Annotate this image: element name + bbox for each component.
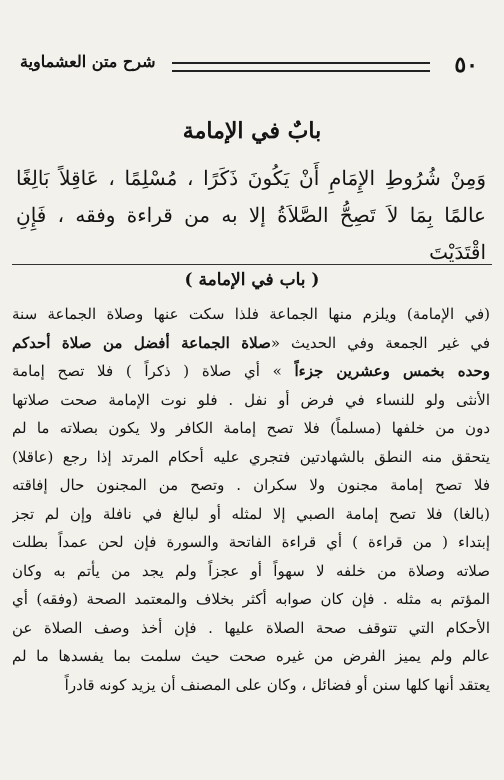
commentary-line bbox=[12, 671, 490, 700]
commentary-text: الأنثى ولو للنساء في فرض أو نفل . فلو نوت الإمامة صحت صلاتها bbox=[12, 390, 490, 409]
header-rule bbox=[172, 62, 430, 72]
commentary-line bbox=[12, 557, 490, 586]
commentary-line bbox=[12, 329, 490, 358]
commentary-text: فلا تصح إمامة مجنون ولا سكران . وتصح من المجنون حال إفاقته bbox=[12, 476, 490, 494]
commentary-line bbox=[12, 300, 490, 329]
commentary-line bbox=[12, 386, 490, 415]
commentary-text: المؤتم به مثله . فإن كان صوابه أكثر بخلاف والمعتمد الصحة (وفقه) أي bbox=[12, 590, 490, 608]
commentary-text: يتحقق منه النطق بالشهادتين فتجري عليه أحكام المرتد إذا رجع (عاقلا) bbox=[12, 447, 490, 466]
commentary-line bbox=[12, 528, 490, 557]
commentary-line bbox=[12, 414, 490, 443]
hadith-quote: وحده بخمس وعشرين جزءاً bbox=[294, 362, 490, 380]
section-heading: ( باب في الإمامة ) bbox=[184, 270, 320, 290]
commentary-line bbox=[12, 585, 490, 614]
commentary-text: (في الإمامة) ويلزم منها الجماعة فلذا سكت عنها وصلاة الجماعة سنة bbox=[12, 305, 490, 323]
commentary-text: الأحكام التي تتوقف صحة الصلاة عليها . فإن أخذ وصف الصلاة عن bbox=[12, 618, 490, 637]
commentary-line bbox=[12, 642, 490, 671]
section-divider bbox=[12, 264, 492, 265]
commentary-text: » أي صلاة ( ذكراً ) فلا تصح إمامة bbox=[12, 362, 295, 380]
commentary-body bbox=[12, 300, 490, 699]
running-title: شرح متن العشماوية bbox=[20, 52, 156, 71]
commentary-line bbox=[12, 500, 490, 529]
commentary-text: (بالغا) فلا تصح إمامة الصبي إلا لمثله أو لبالغ في نافلة وإن لم تجز bbox=[12, 504, 490, 523]
page-number: ٥٠ bbox=[454, 52, 478, 78]
commentary-text: في غير الجمعة وفي الحديث « bbox=[270, 333, 490, 352]
hadith-quote: صلاة الجماعة أفضل من صلاة أحدكم bbox=[12, 333, 271, 352]
commentary-line bbox=[12, 443, 490, 472]
matn-text: وَمِنْ شُرُوطِ الإِمَامِ أَنْ يَكُونَ ذَكَرًا ، مُسْلِمًا ، عَاقِلاً بَالِغًا عالمًا بِمَا لاَ تَصِحُّ الصَّلاَةُ إلا به من قراءة وفقه ، فَإِنِ اقْتَدَيْتَ bbox=[16, 166, 486, 264]
commentary-text: إبتداء ( من قراءة ) أي قراءة الفاتحة والسورة فإن لحن عمداً بطلت bbox=[12, 533, 490, 551]
page-header bbox=[12, 52, 492, 78]
commentary-text: يعتقد أنها كلها سنن أو فضائل ، وكان على المصنف أن يزيد كونه قادراً bbox=[64, 675, 490, 694]
commentary-line bbox=[12, 471, 490, 500]
commentary-text: عالم ولم يميز الفرض من غيره صحت حيث سلمت بما يفسدها ما لم bbox=[12, 647, 490, 665]
commentary-text: صلاته وصلاة من خلفه لا سهواً أو عجزاً ولم يجد من يأتم به وكان bbox=[12, 561, 490, 580]
commentary-text: دون من خلفها (مسلماً) فلا تصح إمامة الكافر ولا يكون بصلاته ما لم bbox=[12, 419, 490, 437]
commentary-line bbox=[12, 614, 490, 643]
commentary-line bbox=[12, 357, 490, 386]
chapter-heading: بابٌ في الإمامة bbox=[182, 118, 322, 144]
